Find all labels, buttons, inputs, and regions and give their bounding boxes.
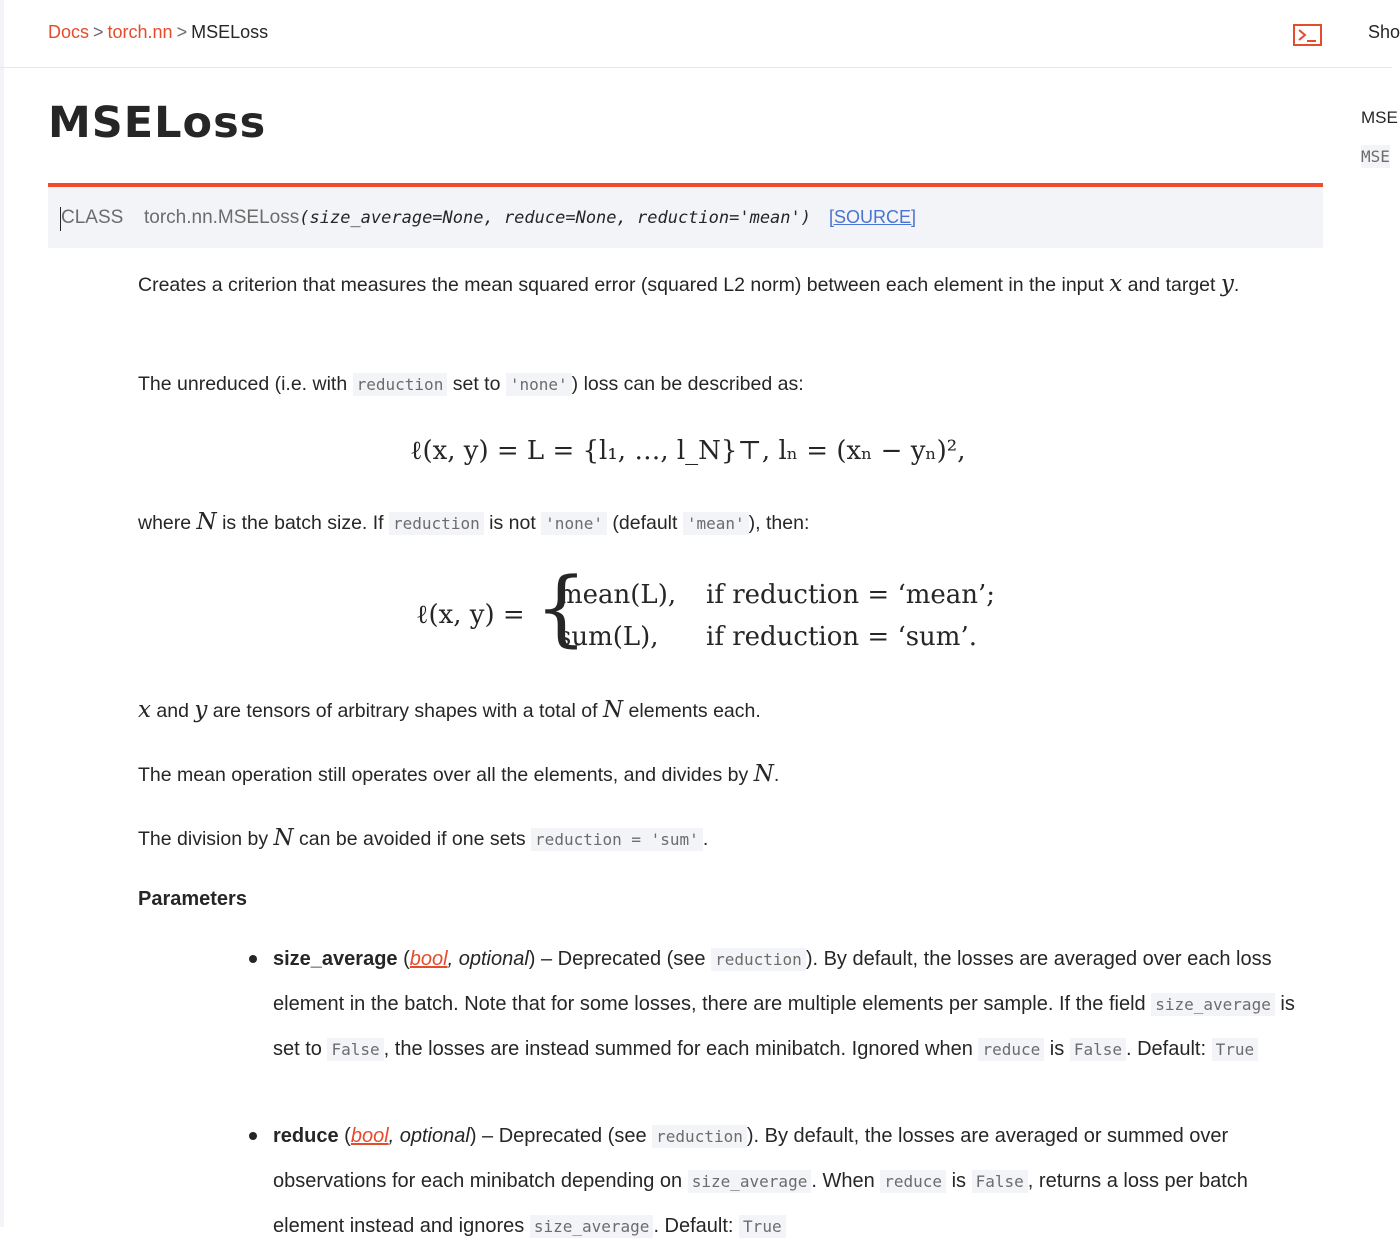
inline-code: 'none' — [506, 373, 572, 396]
text: . — [773, 764, 780, 786]
math-y: y — [194, 697, 208, 723]
text: ) — [528, 948, 536, 970]
breadcrumb-separator: > — [93, 22, 104, 42]
text: , the losses are instead summed for each minibatch. Ignored when — [383, 1038, 973, 1060]
text: Creates a criterion that measures the mean squared error (squared L2 norm) between each element in the input — [138, 274, 1104, 296]
mean-paragraph — [138, 756, 1313, 793]
breadcrumb-separator: > — [176, 22, 188, 42]
text: ( — [403, 948, 410, 970]
param-type-link[interactable]: bool — [350, 1125, 389, 1147]
math-N: N — [753, 761, 774, 787]
param-size-average — [273, 937, 1323, 1072]
division-paragraph — [138, 820, 1313, 858]
inline-code: reduction — [652, 1125, 747, 1148]
left-edge-bar — [0, 0, 4, 1227]
text: and — [156, 700, 189, 722]
tensors-paragraph — [138, 692, 1313, 729]
text: . — [702, 828, 709, 850]
text: ). By default, the losses are averaged or summed over observations for each minibatch depending on — [273, 1125, 1229, 1192]
loss-equation: ℓ(x, y) = L = {l₁, …, l_N}⊤, lₙ = (xₙ − yₙ)², — [410, 436, 966, 466]
intro-paragraph — [138, 266, 1313, 303]
text: ) loss can be described as: — [571, 373, 804, 395]
breadcrumb-docs-link[interactable]: Docs — [48, 22, 90, 42]
text: (default — [612, 512, 678, 534]
text: is — [1049, 1038, 1065, 1060]
text: , optional — [388, 1125, 470, 1147]
inline-code: reduction — [353, 373, 448, 396]
text: , returns a loss per batch element instead and ignores — [273, 1170, 1248, 1237]
inline-code: False — [1070, 1038, 1126, 1061]
inline-code: reduction — [389, 512, 484, 535]
text: . Default: — [653, 1215, 734, 1237]
inline-code: reduction — [711, 948, 806, 971]
text: can be avoided if one sets — [299, 828, 526, 850]
inline-code: size_average — [530, 1215, 654, 1238]
math-x: x — [138, 697, 151, 723]
text: ( — [344, 1125, 351, 1147]
text: is set to — [273, 993, 1295, 1060]
math-x: x — [1109, 271, 1123, 297]
param-type-link[interactable]: bool — [409, 948, 448, 970]
text: ). By default, the losses are averaged over each loss element in the batch. Note that for some losses, there are multiple elements per sample. If the field — [273, 948, 1272, 1015]
param-name: size_average — [273, 948, 398, 970]
text: . — [1233, 274, 1240, 296]
bullet-icon — [249, 1132, 257, 1140]
text: target — [1165, 274, 1216, 296]
text: is not — [489, 512, 536, 534]
math-N: N — [273, 825, 294, 851]
text: The division by — [138, 828, 269, 850]
text: ), then: — [748, 512, 810, 534]
where-paragraph — [138, 504, 1313, 542]
math-N: N — [196, 509, 217, 535]
text: – Deprecated (see — [541, 948, 706, 970]
text: and — [1127, 274, 1161, 296]
text: elements each. — [628, 700, 761, 722]
text: The unreduced (i.e. with — [138, 373, 348, 395]
text: ) — [469, 1125, 477, 1147]
text: – Deprecated (see — [482, 1125, 647, 1147]
math-y: y — [1220, 271, 1234, 297]
text: The mean operation still operates over all the elements, and divides by — [138, 764, 749, 786]
class-args: (size_average=None, reduce=None, reduction='mean') — [299, 208, 811, 228]
text: is — [951, 1170, 967, 1192]
inline-code: reduce — [880, 1170, 946, 1193]
equation-brace: { — [535, 561, 588, 656]
page-title: MSELoss — [48, 98, 267, 148]
param-name: reduce — [273, 1125, 339, 1147]
text: set to — [452, 373, 501, 395]
breadcrumb-torch-nn-link[interactable]: torch.nn — [107, 22, 173, 42]
case-1-condition: if reduction = ‘mean’; — [706, 580, 996, 610]
param-reduce — [273, 1114, 1323, 1249]
class-qualified-name: torch.nn.MSELoss — [144, 207, 300, 228]
case-2-value: sum(L), — [558, 622, 659, 652]
right-nav-item-code[interactable]: MSE — [1361, 147, 1390, 166]
terminal-icon[interactable] — [1293, 24, 1322, 46]
inline-code: False — [327, 1038, 383, 1061]
text: is the batch size. If — [222, 512, 384, 534]
inline-code: False — [972, 1170, 1028, 1193]
inline-code: 'mean' — [683, 512, 749, 535]
case-2-condition: if reduction = ‘sum’. — [706, 622, 977, 652]
class-name — [144, 207, 916, 229]
unreduced-paragraph — [138, 366, 1313, 403]
text: , optional — [447, 948, 529, 970]
inline-code: 'none' — [541, 512, 607, 535]
case-1-value: mean(L), — [558, 580, 677, 610]
breadcrumb — [48, 22, 268, 43]
breadcrumb-current: MSELoss — [191, 22, 269, 42]
class-keyword: CLASS — [61, 207, 124, 228]
inline-code: True — [1212, 1038, 1259, 1061]
text: . When — [811, 1170, 875, 1192]
top-bar — [0, 0, 1400, 68]
inline-code: size_average — [1151, 993, 1275, 1016]
math-N: N — [603, 697, 624, 723]
text: where — [138, 512, 192, 534]
shortcuts-link[interactable]: Sho — [1368, 22, 1400, 42]
class-signature — [48, 183, 1323, 248]
inline-code: size_average — [688, 1170, 812, 1193]
source-link[interactable]: [SOURCE] — [829, 207, 917, 227]
inline-code: reduce — [978, 1038, 1044, 1061]
text: . Default: — [1125, 1038, 1207, 1060]
right-nav-item[interactable]: MSE — [1361, 108, 1398, 127]
equation-lhs: ℓ(x, y) = — [416, 600, 525, 630]
inline-code: True — [739, 1215, 786, 1238]
bullet-icon — [249, 955, 257, 963]
text: are tensors of arbitrary shapes with a total of — [212, 700, 598, 722]
inline-code: reduction = 'sum' — [531, 828, 703, 851]
parameters-heading: Parameters — [138, 888, 247, 910]
